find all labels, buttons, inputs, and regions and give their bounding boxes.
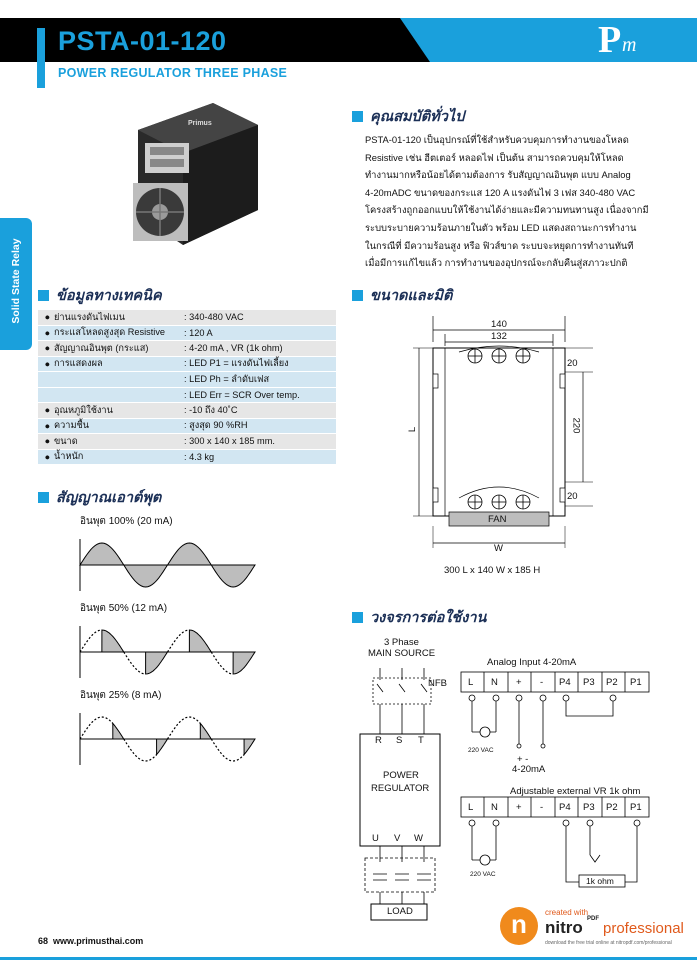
description-line: Resistive เช่น ฮีตเตอร์ หลอดไฟ เป็นต้น สามารถควบคุมให้โหลด (365, 151, 624, 163)
wiring-regulator-1: POWER (383, 770, 419, 781)
waveform-conduction (211, 565, 255, 587)
terminal-plus: + (516, 677, 522, 688)
spec-row (38, 434, 336, 450)
waveform-conduction (168, 543, 212, 565)
dimension-caption: 300 L x 140 W x 185 H (444, 565, 541, 576)
section-dimension-title: ขนาดและมิติ (370, 288, 453, 304)
product-subtitle: POWER REGULATOR THREE PHASE (58, 66, 288, 80)
wiring-v: V (394, 833, 401, 844)
spec-value: : 4.3 kg (184, 451, 215, 462)
square-bullet-icon (38, 492, 49, 503)
spec-label: สัญญาณอินพุต (กระแส) (54, 342, 149, 353)
dim-bottom-offset: 20 (567, 491, 578, 502)
logo-letter-p: P (598, 19, 622, 61)
waveform-label: อินพุต 50% (12 mA) (80, 603, 168, 614)
spec-label: ความชื้น (54, 420, 90, 431)
dim-mid-span: 220 (570, 417, 582, 434)
wiring-u: U (372, 833, 379, 844)
description-line: ระบบระบายความร้อนภายในตัว พร้อม LED แสดงสถานะการทำงาน (365, 221, 637, 233)
terminal-p4: P4 (559, 677, 571, 688)
bullet-icon: ● (44, 327, 50, 338)
wiring-r: R (375, 735, 382, 746)
square-bullet-icon (352, 111, 363, 122)
waveform-off (168, 717, 201, 739)
section-output-title: สัญญาณเอาต์พุต (56, 490, 162, 506)
section-wiring-title: วงจรการต่อใช้งาน (370, 610, 487, 626)
nitro-watermark (500, 903, 690, 949)
dim-width-outer: 140 (491, 319, 507, 330)
waveform-off (211, 652, 233, 674)
spec-label: ย่านแรงดันไฟเมน (54, 311, 126, 322)
section-general-heading (352, 105, 464, 128)
wiring-main-source: MAIN SOURCE (368, 648, 436, 659)
footer (38, 936, 143, 946)
nitro-logo-icon: n (500, 907, 538, 945)
waveform-conduction (80, 543, 124, 565)
waveform-conduction (124, 565, 168, 587)
spec-label: น้ำหนัก (54, 451, 84, 462)
terminal-l: L (468, 677, 474, 688)
terminal-p3: P3 (583, 802, 595, 813)
section-technical-title: ข้อมูลทางเทคนิค (56, 288, 162, 304)
wiring-ma: 4-20mA (512, 764, 546, 775)
waveform-conduction (102, 630, 124, 652)
waveform-conduction (200, 723, 211, 739)
section-technical-heading (38, 284, 162, 307)
description-line: ทำงานมากหรือน้อยได้ตามต้องการ รับสัญญาณอินพุต แบบ Analog (365, 169, 631, 181)
description-line: 4-20mADC ขนาดของกระแส 120 A แรงดันไฟ 3 เฟส 340-480 VAC (365, 186, 636, 198)
wiring-vr-title: Adjustable external VR 1k ohm (510, 786, 641, 797)
terminal-p3: P3 (583, 677, 595, 688)
wiring-kohm: 1k ohm (586, 876, 614, 886)
watermark-pdf: PDF (587, 916, 599, 922)
wiring-phase-title: 3 Phase (384, 637, 419, 648)
spec-row (38, 403, 336, 419)
spec-table (38, 310, 336, 465)
side-tab (0, 218, 32, 350)
product-title: PSTA-01-120 (58, 26, 227, 56)
spec-row (38, 357, 336, 373)
watermark-download: download the free trial online at nitropdf.com/professional (545, 940, 672, 946)
terminal-minus: - (540, 802, 544, 813)
section-output-heading (38, 486, 161, 509)
square-bullet-icon (38, 290, 49, 301)
waveform-diagrams (70, 525, 265, 775)
waveform-conduction (113, 723, 124, 739)
website-link[interactable]: www.primusthai.com (53, 936, 144, 946)
dim-top-offset: 20 (567, 358, 578, 369)
waveform-conduction (189, 630, 211, 652)
spec-value: : LED Err = SCR Over temp. (184, 389, 300, 400)
title-accent-bar (37, 28, 45, 88)
description-line: ในกรณีที่ มีความร้อนสูง หรือ ฟิวส์ขาด ระบบจะหยุดการทำงานทันที (365, 239, 634, 251)
section-dimension-heading (352, 284, 452, 307)
terminal-n: N (491, 677, 498, 688)
wiring-vac-2: 220 VAC (470, 871, 496, 878)
waveform (80, 539, 255, 591)
terminal-p2: P2 (606, 802, 618, 813)
bullet-icon: ● (44, 358, 50, 369)
spec-row (38, 310, 336, 326)
spec-value: : สูงสุด 90 %RH (184, 420, 248, 431)
watermark-created: created with (545, 908, 589, 917)
section-wiring-heading (352, 606, 486, 629)
wiring-regulator-2: REGULATOR (371, 783, 430, 794)
spec-row (38, 419, 336, 435)
waveform-conduction (244, 739, 255, 755)
dim-w: W (494, 543, 503, 554)
terminal-l: L (468, 802, 474, 813)
waveform-label: อินพุต 100% (20 mA) (80, 516, 173, 527)
spec-row (38, 450, 336, 466)
spec-value: : 4-20 mA , VR (1k ohm) (184, 343, 283, 354)
spec-value: : LED P1 = แรงดันไฟเลี้ยง (184, 358, 289, 369)
spec-value: : -10 ถึง 40˚C (184, 404, 238, 415)
side-tab-label: Solid State Relay (10, 238, 22, 324)
waveform-off (80, 717, 113, 739)
wiring-analog-title: Analog Input 4-20mA (487, 657, 577, 668)
bullet-icon: ● (44, 405, 50, 416)
waveform-conduction (146, 652, 168, 674)
square-bullet-icon (352, 612, 363, 623)
waveform (80, 626, 255, 678)
spec-label: การแสดงผล (54, 358, 103, 369)
waveform (80, 713, 255, 765)
spec-value: : 120 A (184, 327, 213, 338)
svg-text:Primus: Primus (188, 120, 212, 127)
page-number: 68 (38, 936, 49, 946)
square-bullet-icon (352, 290, 363, 301)
terminal-minus: - (540, 677, 544, 688)
bottom-rule (0, 957, 697, 960)
dim-length: L (407, 426, 419, 433)
spec-row (38, 372, 336, 388)
spec-row (38, 341, 336, 357)
waveform-off (124, 652, 146, 674)
wiring-plus-minus: + - (517, 754, 529, 765)
bullet-icon: ● (44, 312, 50, 323)
spec-row (38, 388, 336, 404)
watermark-product: professional (603, 920, 684, 937)
bullet-icon: ● (44, 436, 50, 447)
wiring-t: T (418, 735, 424, 746)
wiring-vac-1: 220 VAC (468, 747, 494, 754)
primus-logo (598, 20, 658, 60)
bullet-icon: ● (44, 420, 50, 431)
description-line: เมื่อมีการแก้ไขแล้ว การทำงานของอุปกรณ์จะกลับคืนสู่สภาวะปกติ (365, 257, 628, 269)
terminal-p1: P1 (630, 677, 642, 688)
description (365, 131, 665, 272)
bullet-icon: ● (44, 451, 50, 462)
spec-value: : 340-480 VAC (184, 312, 244, 323)
waveform-off (211, 739, 244, 761)
terminal-plus: + (516, 802, 522, 813)
description-line: PSTA-01-120 เป็นอุปกรณ์ที่ใช้สำหรับควบคุมการทำงานของโหลด (365, 134, 629, 145)
terminal-p2: P2 (606, 677, 618, 688)
terminal-n: N (491, 802, 498, 813)
waveform-conduction (157, 739, 168, 755)
wiring-s: S (396, 735, 403, 746)
spec-row (38, 326, 336, 342)
spec-label: อุณหภูมิใช้งาน (54, 404, 113, 415)
product-photo (118, 95, 268, 265)
waveform-off (80, 630, 102, 652)
fan-label: FAN (488, 514, 507, 525)
section-general-title: คุณสมบัติทั่วไป (370, 109, 465, 125)
wiring-nfb: NFB (428, 678, 447, 689)
bullet-icon: ● (44, 343, 50, 354)
waveform-off (124, 739, 157, 761)
terminal-p1: P1 (630, 802, 642, 813)
spec-value: : 300 x 140 x 185 mm. (184, 436, 275, 447)
watermark-brand: nitro (545, 918, 583, 937)
spec-value: : LED Ph = ลำดับเฟส (184, 373, 270, 384)
terminal-p4: P4 (559, 802, 571, 813)
waveform-off (168, 630, 190, 652)
waveform-conduction (233, 652, 255, 674)
spec-label: ขนาด (54, 435, 78, 446)
wiring-w: W (414, 833, 423, 844)
spec-label: กระแสโหลดสูงสุด Resistive (54, 327, 166, 338)
wiring-load: LOAD (387, 906, 413, 917)
logo-letter-m: m (622, 34, 637, 56)
description-line: โครงสร้างถูกออกแบบให้ใช้งานได้ง่ายและมีความทนทานสูง เนื่องจากมี (365, 204, 649, 216)
waveform-label: อินพุต 25% (8 mA) (80, 690, 162, 701)
dim-width-inner: 132 (491, 331, 507, 342)
